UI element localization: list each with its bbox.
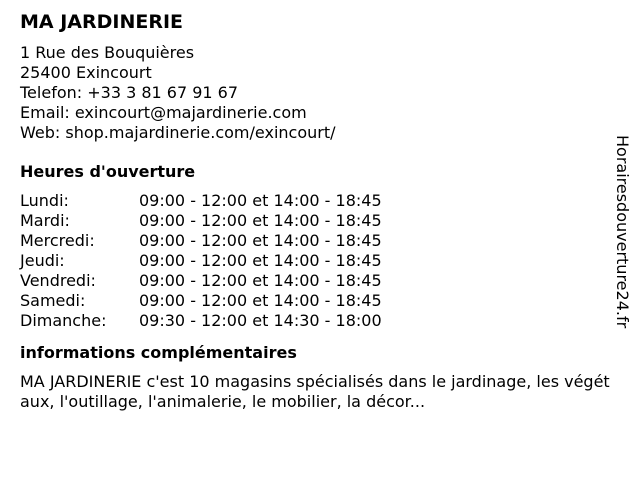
time-range: 09:30 - 12:00 et 14:30 - 18:00 bbox=[139, 311, 382, 330]
address-city: 25400 Exincourt bbox=[20, 63, 152, 82]
day-label: Samedi: bbox=[20, 291, 86, 310]
time-range: 09:00 - 12:00 et 14:00 - 18:45 bbox=[139, 251, 382, 270]
site-watermark: Horairesdouverture24.fr bbox=[613, 135, 632, 329]
time-range: 09:00 - 12:00 et 14:00 - 18:45 bbox=[139, 271, 382, 290]
hours-row-mardi bbox=[20, 211, 615, 231]
email-line[interactable]: Email: exincourt@majardinerie.com bbox=[20, 103, 307, 122]
time-range: 09:00 - 12:00 et 14:00 - 18:45 bbox=[139, 211, 382, 230]
day-label: Vendredi: bbox=[20, 271, 96, 290]
time-range: 09:00 - 12:00 et 14:00 - 18:45 bbox=[139, 191, 382, 210]
hours-row-dimanche bbox=[20, 311, 615, 331]
address-street: 1 Rue des Bouquières bbox=[20, 43, 195, 62]
day-label: Dimanche: bbox=[20, 311, 107, 330]
hours-row-jeudi bbox=[20, 251, 615, 271]
info-heading: informations complémentaires bbox=[20, 343, 297, 362]
hours-row-mercredi bbox=[20, 231, 615, 251]
store-card bbox=[20, 10, 615, 412]
hours-row-samedi bbox=[20, 291, 615, 311]
store-name: MA JARDINERIE bbox=[20, 11, 184, 33]
contact-block bbox=[20, 43, 615, 143]
hours-table bbox=[20, 191, 615, 331]
hours-row-vendredi bbox=[20, 271, 615, 291]
hours-row-lundi bbox=[20, 191, 615, 211]
day-label: Mercredi: bbox=[20, 231, 95, 250]
day-label: Jeudi: bbox=[20, 251, 65, 270]
time-range: 09:00 - 12:00 et 14:00 - 18:45 bbox=[139, 231, 382, 250]
store-description: MA JARDINERIE c'est 10 magasins spécialisés dans le jardinage, les végétaux, l'outillage, l'animalerie, le mobilier, la décor... bbox=[20, 372, 610, 411]
day-label: Lundi: bbox=[20, 191, 69, 210]
time-range: 09:00 - 12:00 et 14:00 - 18:45 bbox=[139, 291, 382, 310]
day-label: Mardi: bbox=[20, 211, 70, 230]
hours-heading: Heures d'ouverture bbox=[20, 162, 196, 181]
phone-line[interactable]: Telefon: +33 3 81 67 91 67 bbox=[20, 83, 239, 102]
web-line[interactable]: Web: shop.majardinerie.com/exincourt/ bbox=[20, 123, 336, 142]
